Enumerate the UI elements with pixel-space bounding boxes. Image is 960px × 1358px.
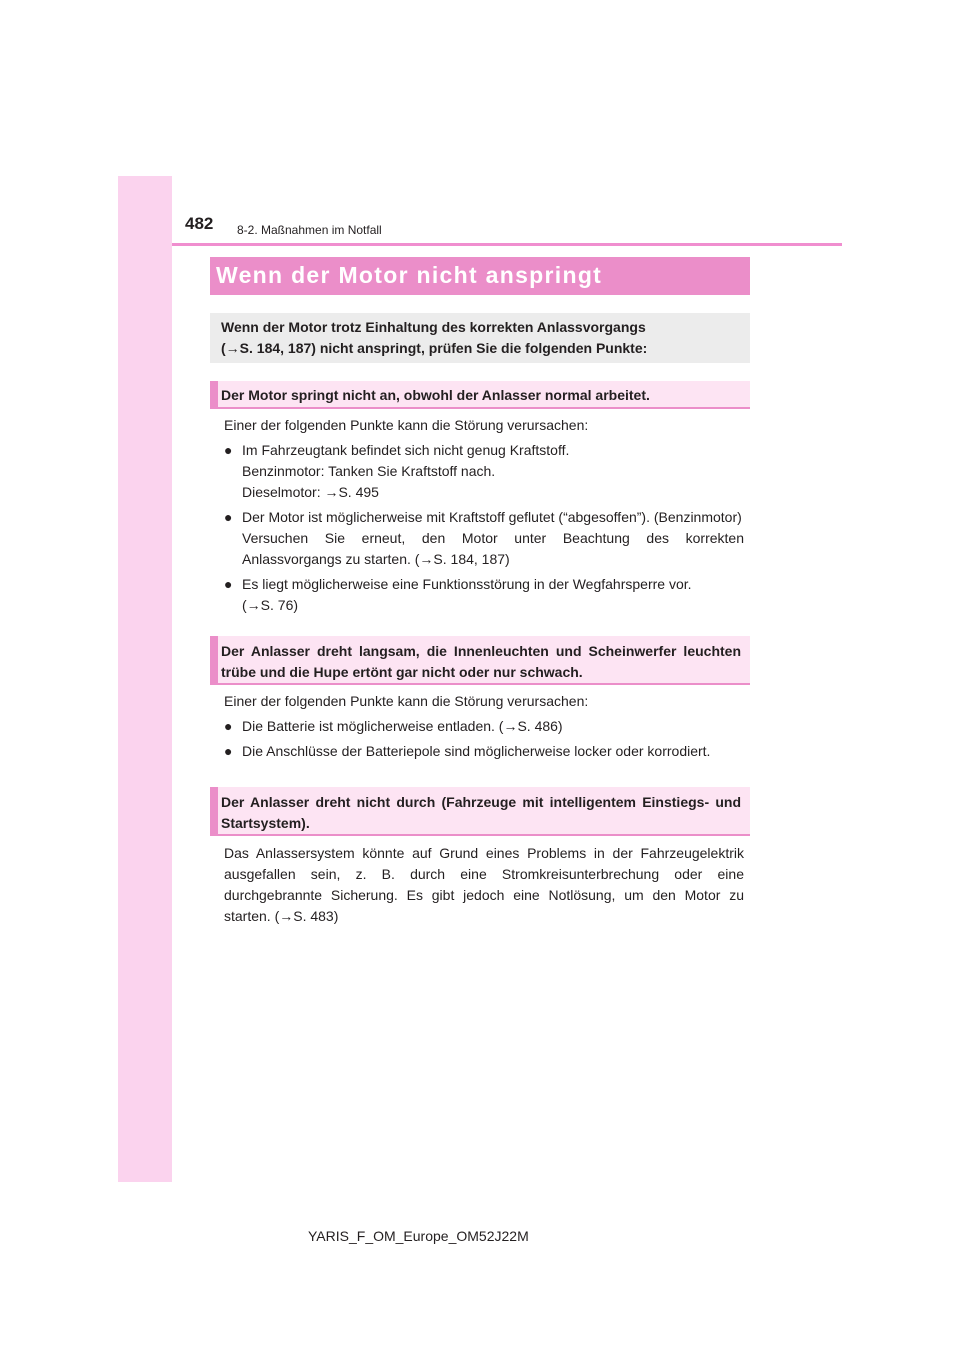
case-lead-2: Einer der folgenden Punkte kann die Störung verursachen: [224, 693, 589, 709]
case-heading-2: Der Anlasser dreht langsam, die Innenleuchten und Scheinwerfer leuchten trübe und die Hupe ertönt gar nicht oder nur schwach. [221, 643, 741, 680]
bullet-icon: ● [224, 718, 233, 734]
section-label: 8-2. Maßnahmen im Notfall [237, 223, 382, 237]
list-item: ● Der Motor ist möglicherweise mit Kraftstoff geflutet (“abgesoffen”). (Benzinmotor) Versuchen Sie erneut, den Motor unter Beachtung des korrekten Anlassvorgangs zu starten. (→S. 184, 187) [224, 509, 744, 567]
bullet-icon: ● [224, 576, 233, 592]
list-item: ● Die Anschlüsse der Batteriepole sind möglicherweise locker oder korrodiert. [224, 741, 744, 762]
case-body-3 [224, 843, 744, 931]
bullet-icon: ● [224, 743, 233, 759]
case-lead-3: Das Anlassersystem könnte auf Grund eines Problems in der Fahrzeugelektrik ausgefallen sein, z. B. durch eine Stromkreisunterbrechung oder eine durchgebrannte Sicherung. Es gibt jedoch eine Notlösung, um den Motor zu starten. (→S. 483) [224, 845, 744, 924]
case-heading-1: Der Motor springt nicht an, obwohl der Anlasser normal arbeitet. [221, 387, 650, 403]
header-rule [172, 243, 842, 246]
case-body-1 [224, 415, 744, 620]
intro-line: (→S. 184, 187) nicht anspringt, prüfen Sie die folgenden Punkte: [221, 340, 648, 356]
intro-text [221, 317, 741, 359]
footer-doc-id: YARIS_F_OM_Europe_OM52J22M [308, 1228, 529, 1244]
page-number: 482 [185, 214, 214, 233]
bullet-icon: ● [224, 509, 233, 525]
side-tab-strip [118, 176, 172, 1182]
case-heading-3: Der Anlasser dreht nicht durch (Fahrzeuge mit intelligentem Einstiegs- und Startsystem). [221, 794, 741, 831]
case-body-2 [224, 691, 744, 766]
case-lead-1: Einer der folgenden Punkte kann die Störung verursachen: [224, 417, 589, 433]
list-item: ● Es liegt möglicherweise eine Funktionsstörung in der Wegfahrsperre vor. (→S. 76) [224, 576, 692, 613]
list-item: ● Die Batterie ist möglicherweise entladen. (→S. 486) [224, 716, 744, 737]
list-item: ● Im Fahrzeugtank befindet sich nicht genug Kraftstoff. Benzinmotor: Tanken Sie Kraftstoff nach. Dieselmotor: →S. 495 [224, 442, 570, 500]
bullet-icon: ● [224, 442, 233, 458]
intro-line: Wenn der Motor trotz Einhaltung des korrekten Anlassvorgangs [221, 319, 646, 335]
page-title: Wenn der Motor nicht anspringt [216, 262, 603, 288]
